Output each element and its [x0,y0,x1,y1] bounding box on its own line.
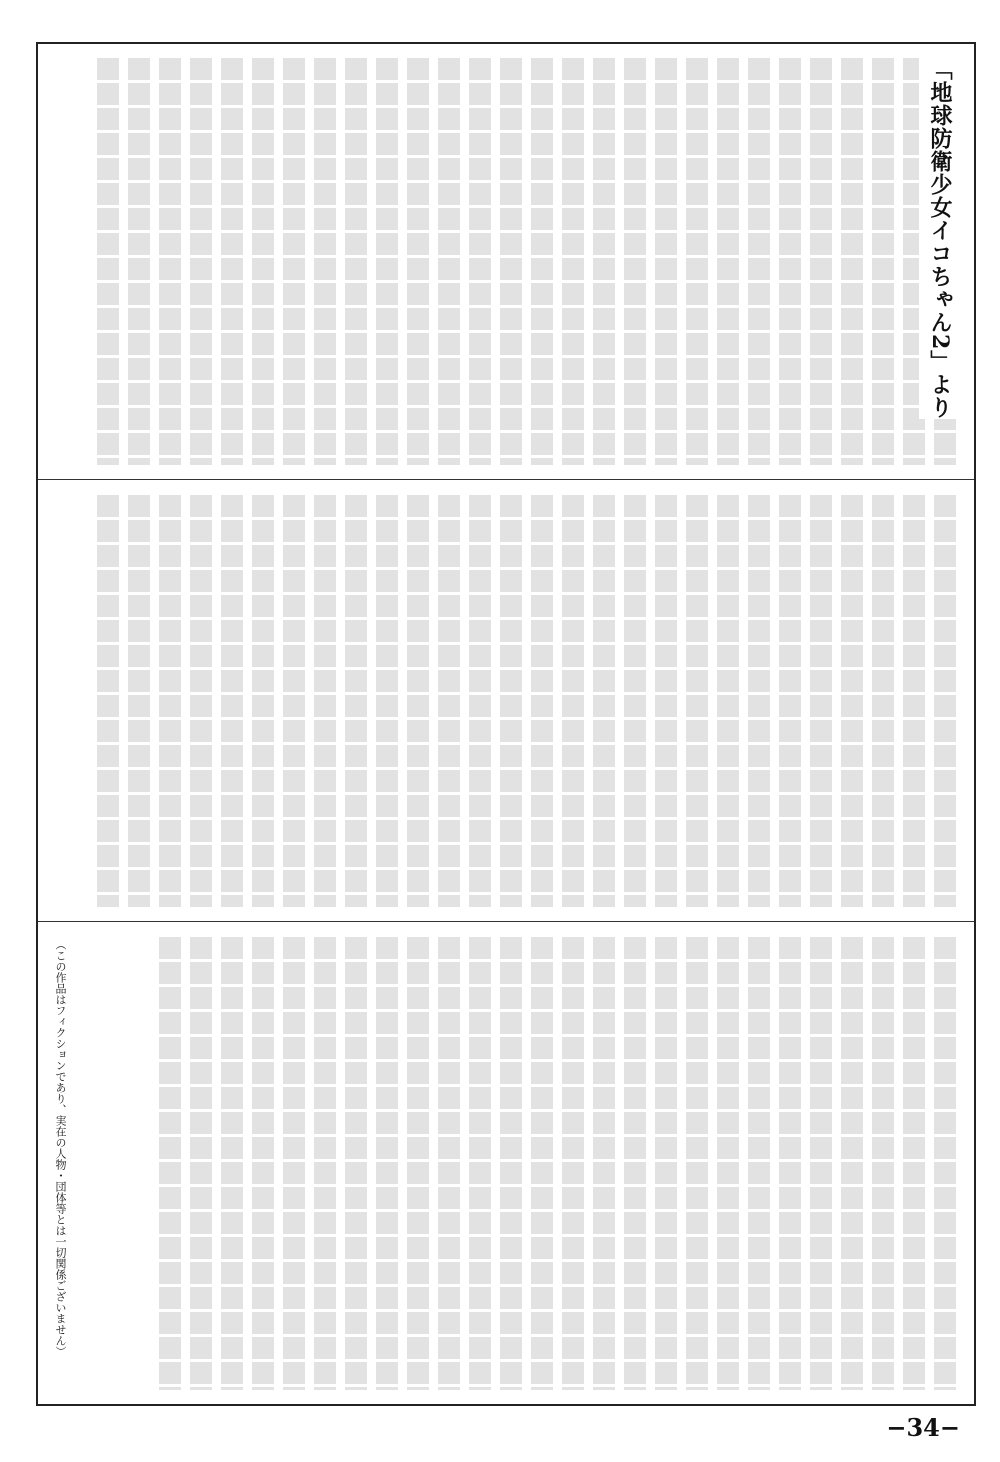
text-column-placeholder [903,937,925,1390]
text-column-placeholder [779,937,801,1390]
text-column-placeholder [159,495,181,907]
text-column-placeholder [810,58,832,465]
text-column-placeholder [748,937,770,1390]
text-column-placeholder [934,495,956,907]
divider [38,479,974,480]
text-column-placeholder [314,58,336,465]
text-column-placeholder [190,937,212,1390]
text-column-placeholder [841,495,863,907]
text-column-placeholder [531,937,553,1390]
text-column-placeholder [779,495,801,907]
text-column-placeholder [376,495,398,907]
text-column-placeholder [624,495,646,907]
disclaimer: （この作品はフィクションであり、実在の人物・団体等とは一切関係ございません） [54,939,67,1357]
text-column-placeholder [190,58,212,465]
text-column-placeholder [221,495,243,907]
text-column-placeholder [469,58,491,465]
text-column-placeholder [717,495,739,907]
text-column-placeholder [128,58,150,465]
page-frame [36,42,976,1406]
text-column-placeholder [779,58,801,465]
text-column-placeholder [252,937,274,1390]
text-column-placeholder [500,495,522,907]
text-column-placeholder [376,58,398,465]
text-column-placeholder [97,58,119,465]
text-band-top [38,44,974,479]
text-column-placeholder [686,495,708,907]
text-column-placeholder [159,937,181,1390]
text-columns [56,58,956,465]
text-column-placeholder [283,937,305,1390]
text-column-placeholder [810,937,832,1390]
text-column-placeholder [469,937,491,1390]
text-column-placeholder [872,58,894,465]
text-column-placeholder [283,58,305,465]
text-column-placeholder [345,58,367,465]
text-column-placeholder [438,937,460,1390]
text-column-placeholder [841,58,863,465]
text-column-placeholder [128,495,150,907]
text-column-placeholder [221,937,243,1390]
divider [38,921,974,922]
text-column-placeholder [593,495,615,907]
text-column-placeholder [810,495,832,907]
text-column-placeholder [717,937,739,1390]
text-column-placeholder [283,495,305,907]
text-column-placeholder [872,937,894,1390]
text-column-placeholder [97,495,119,907]
source-title: 「地球防衛少女イコちゃん2」より [919,58,956,419]
text-column-placeholder [252,495,274,907]
text-column-placeholder [314,495,336,907]
text-column-placeholder [438,495,460,907]
text-column-placeholder [686,58,708,465]
text-column-placeholder [438,58,460,465]
text-band-bottom [38,923,974,1404]
page-number: −34− [886,1413,960,1442]
text-column-placeholder [841,937,863,1390]
text-column-placeholder [314,937,336,1390]
text-column-placeholder [345,937,367,1390]
text-column-placeholder [531,58,553,465]
text-column-placeholder [872,495,894,907]
text-column-placeholder [252,58,274,465]
text-column-placeholder [500,58,522,465]
text-column-placeholder [562,937,584,1390]
text-column-placeholder [655,495,677,907]
text-column-placeholder [221,58,243,465]
text-column-placeholder [345,495,367,907]
text-column-placeholder [593,58,615,465]
text-band-middle [38,481,974,921]
text-column-placeholder [500,937,522,1390]
text-column-placeholder [376,937,398,1390]
text-column-placeholder [934,937,956,1390]
text-column-placeholder [903,495,925,907]
text-column-placeholder [593,937,615,1390]
text-column-placeholder [407,937,429,1390]
text-column-placeholder [562,495,584,907]
text-column-placeholder [469,495,491,907]
text-column-placeholder [407,495,429,907]
text-column-placeholder [190,495,212,907]
text-column-placeholder [686,937,708,1390]
text-column-placeholder [748,495,770,907]
text-column-placeholder [531,495,553,907]
text-column-placeholder [717,58,739,465]
text-column-placeholder [407,58,429,465]
text-column-placeholder [159,58,181,465]
text-column-placeholder [624,937,646,1390]
text-column-placeholder [624,58,646,465]
text-column-placeholder [562,58,584,465]
text-column-placeholder [655,58,677,465]
text-column-placeholder [655,937,677,1390]
text-column-placeholder [748,58,770,465]
